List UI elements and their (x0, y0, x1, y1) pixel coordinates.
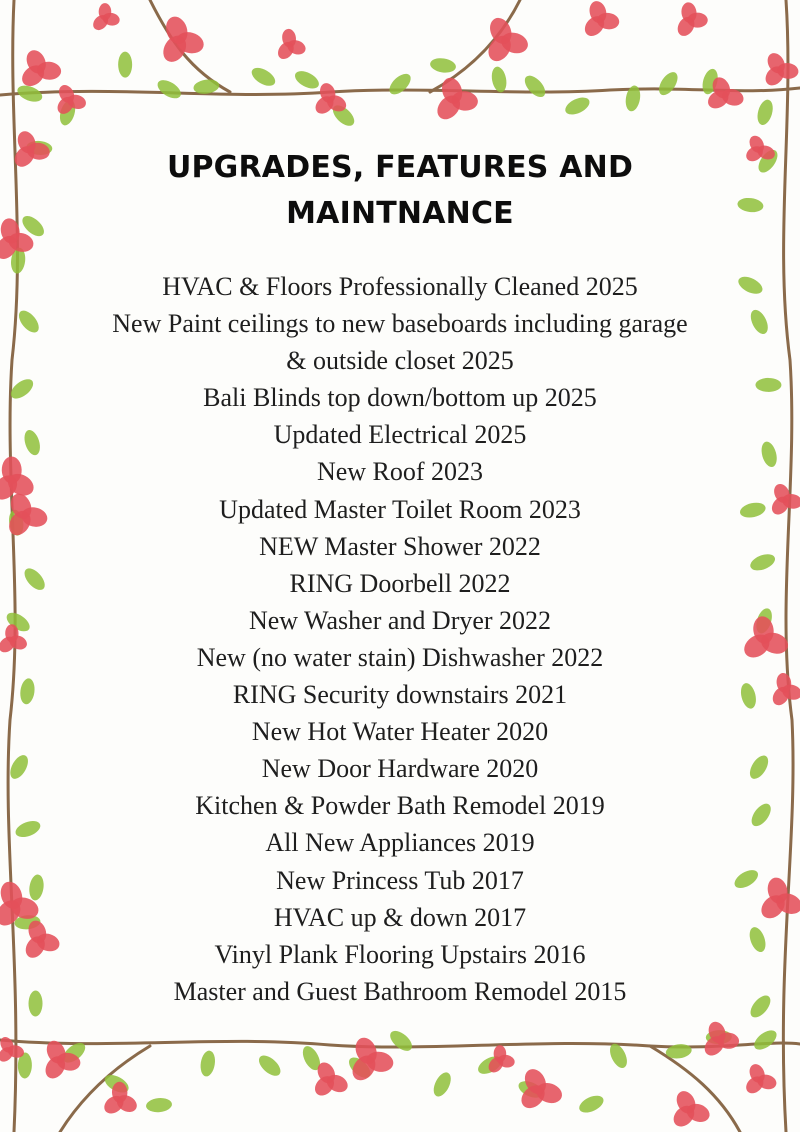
page-title-line-1: UPGRADES, FEATURES AND (166, 150, 634, 185)
list-item: New Paint ceilings to new baseboards including garage (112, 309, 688, 339)
list-item: RING Doorbell 2022 (289, 568, 511, 598)
list-item: Kitchen & Powder Bath Remodel 2019 (195, 791, 605, 821)
page-title-line-2: MAINTNANCE (286, 196, 514, 231)
list-item: NEW Master Shower 2022 (259, 531, 541, 561)
list-item: HVAC & Floors Professionally Cleaned 2025 (162, 272, 638, 301)
list-item: RING Security downstairs 2021 (232, 680, 568, 710)
list-item: All New Appliances 2019 (265, 828, 535, 858)
list-item: New Door Hardware 2020 (261, 754, 539, 784)
list-item: & outside closet 2025 (286, 346, 514, 376)
list-item: New Princess Tub 2017 (276, 865, 524, 895)
list-item: New Washer and Dryer 2022 (248, 605, 552, 635)
list-item: New Hot Water Heater 2020 (251, 717, 549, 747)
list-item: HVAC up & down 2017 (273, 902, 527, 932)
page-title (100, 145, 700, 237)
list-item: Bali Blinds top down/bottom up 2025 (203, 383, 597, 413)
upgrades-list (40, 268, 760, 1010)
list-item: Updated Master Toilet Room 2023 (219, 494, 581, 524)
list-item: Master and Guest Bathroom Remodel 2015 (173, 976, 627, 1006)
list-item: New Roof 2023 (316, 457, 484, 487)
list-item: Updated Electrical 2025 (273, 420, 527, 450)
list-item: Vinyl Plank Flooring Upstairs 2016 (214, 939, 586, 969)
list-item: New (no water stain) Dishwasher 2022 (196, 642, 604, 672)
